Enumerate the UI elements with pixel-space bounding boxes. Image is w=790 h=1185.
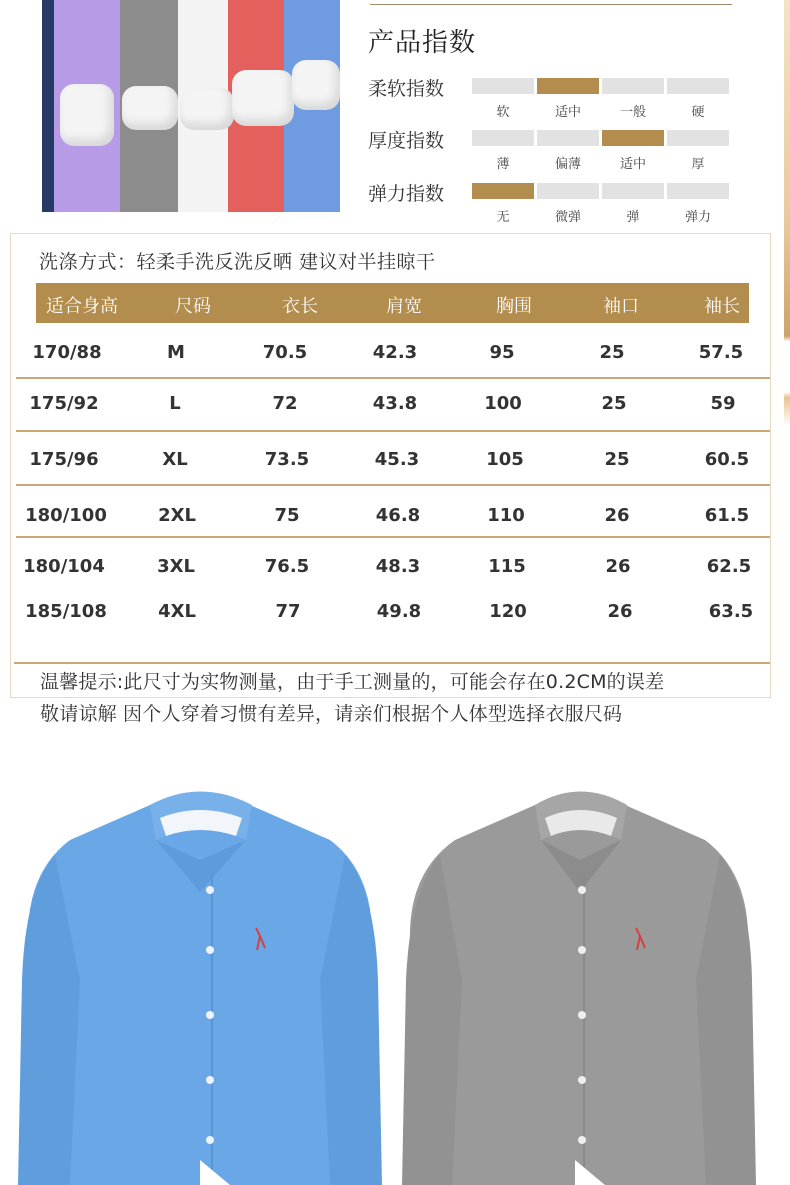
table-cell: 4XL xyxy=(158,601,196,622)
table-cell: 61.5 xyxy=(704,505,750,526)
row-divider xyxy=(16,536,770,538)
table-cell: 59 xyxy=(710,393,736,414)
column-header: 衣长 xyxy=(282,296,318,317)
table-cell: 72 xyxy=(272,393,298,414)
index-bar xyxy=(667,183,729,199)
table-cell: M xyxy=(167,342,185,363)
table-cell: 46.8 xyxy=(375,505,421,526)
table-cell: XL xyxy=(162,449,188,470)
table-cell: 26 xyxy=(607,601,633,622)
table-cell: 63.5 xyxy=(708,601,754,622)
divider xyxy=(14,662,770,664)
table-cell: 42.3 xyxy=(372,342,418,363)
table-cell: 76.5 xyxy=(264,556,310,577)
index-bar-selected xyxy=(537,78,599,94)
row-divider xyxy=(16,484,770,486)
index-bar xyxy=(472,78,534,94)
shirts-photo xyxy=(0,780,790,1185)
index-option-label: 弹 xyxy=(626,210,640,225)
index-bar xyxy=(537,183,599,199)
table-cell: 77 xyxy=(275,601,301,622)
table-cell: 26 xyxy=(605,556,631,577)
index-label: 柔软指数 xyxy=(368,78,445,100)
tip-line-2: 敬请谅解 因个人穿着习惯有差异，请亲们根据个人体型选择衣服尺码 xyxy=(40,703,623,725)
table-cell: 105 xyxy=(486,449,524,470)
table-cell: 185/108 xyxy=(25,601,107,622)
table-cell: 45.3 xyxy=(374,449,420,470)
column-header: 肩宽 xyxy=(386,296,422,317)
washing-instructions: 洗涤方式：轻柔手洗反洗反晒 建议对半挂晾干 xyxy=(39,251,436,273)
table-cell: 175/96 xyxy=(29,449,99,470)
column-header: 袖长 xyxy=(704,296,740,317)
index-option-label: 一般 xyxy=(619,105,646,120)
blue-shirt xyxy=(18,792,382,1185)
fleece-cuff xyxy=(232,70,294,126)
index-bar xyxy=(602,78,664,94)
fleece-cuff xyxy=(292,60,340,110)
index-option-label: 弹力 xyxy=(684,210,711,225)
table-cell: 95 xyxy=(489,342,515,363)
table-cell: 75 xyxy=(274,505,300,526)
table-cell: 180/104 xyxy=(23,556,105,577)
index-option-label: 软 xyxy=(496,105,510,120)
index-option-label: 无 xyxy=(496,210,510,225)
row-divider xyxy=(16,377,770,379)
index-bar-selected xyxy=(472,183,534,199)
index-bar xyxy=(667,130,729,146)
table-cell: 43.8 xyxy=(372,393,418,414)
column-header: 尺码 xyxy=(175,296,211,317)
table-cell: 115 xyxy=(488,556,526,577)
table-cell: 180/100 xyxy=(25,505,107,526)
tip-line-1: 温馨提示:此尺寸为实物测量，由于手工测量的，可能会存在0.2CM的误差 xyxy=(40,671,665,693)
index-option-label: 厚 xyxy=(691,157,705,172)
row-divider xyxy=(16,430,770,432)
index-label: 弹力指数 xyxy=(368,183,445,205)
adjacent-image-edge xyxy=(784,0,790,560)
divider xyxy=(370,4,732,5)
table-cell: 26 xyxy=(604,505,630,526)
table-cell: 100 xyxy=(484,393,522,414)
index-bar xyxy=(667,78,729,94)
column-header: 胸围 xyxy=(496,296,532,317)
index-bar xyxy=(602,183,664,199)
index-label: 厚度指数 xyxy=(368,130,445,152)
product-photo-sleeves xyxy=(42,0,340,212)
table-cell: 25 xyxy=(601,393,627,414)
table-cell: 73.5 xyxy=(264,449,310,470)
table-cell: 25 xyxy=(604,449,630,470)
table-cell: 120 xyxy=(489,601,527,622)
table-cell: 48.3 xyxy=(375,556,421,577)
table-cell: 62.5 xyxy=(706,556,752,577)
table-cell: 60.5 xyxy=(704,449,750,470)
table-cell: 70.5 xyxy=(262,342,308,363)
table-cell: 3XL xyxy=(157,556,195,577)
size-table-header xyxy=(36,283,749,323)
column-header: 适合身高 xyxy=(46,296,118,317)
gray-shirt xyxy=(402,792,756,1185)
table-cell: 170/88 xyxy=(32,342,102,363)
column-header: 袖口 xyxy=(603,296,639,317)
table-cell: 57.5 xyxy=(698,342,744,363)
index-option-label: 适中 xyxy=(619,157,646,172)
index-option-label: 硬 xyxy=(691,105,705,120)
fleece-cuff xyxy=(122,86,178,130)
table-cell: 175/92 xyxy=(29,393,99,414)
fleece-cuff xyxy=(60,84,114,146)
table-cell: 110 xyxy=(487,505,525,526)
fleece-cuff xyxy=(180,88,234,130)
table-cell: L xyxy=(169,393,181,414)
index-option-label: 薄 xyxy=(496,157,510,172)
index-bar xyxy=(537,130,599,146)
index-option-label: 微弹 xyxy=(554,210,581,225)
index-option-label: 偏薄 xyxy=(554,157,581,172)
index-bar-selected xyxy=(602,130,664,146)
index-bar xyxy=(472,130,534,146)
product-index-title: 产品指数 xyxy=(368,28,477,58)
table-cell: 25 xyxy=(599,342,625,363)
table-cell: 49.8 xyxy=(376,601,422,622)
index-option-label: 适中 xyxy=(554,105,581,120)
table-cell: 2XL xyxy=(158,505,196,526)
